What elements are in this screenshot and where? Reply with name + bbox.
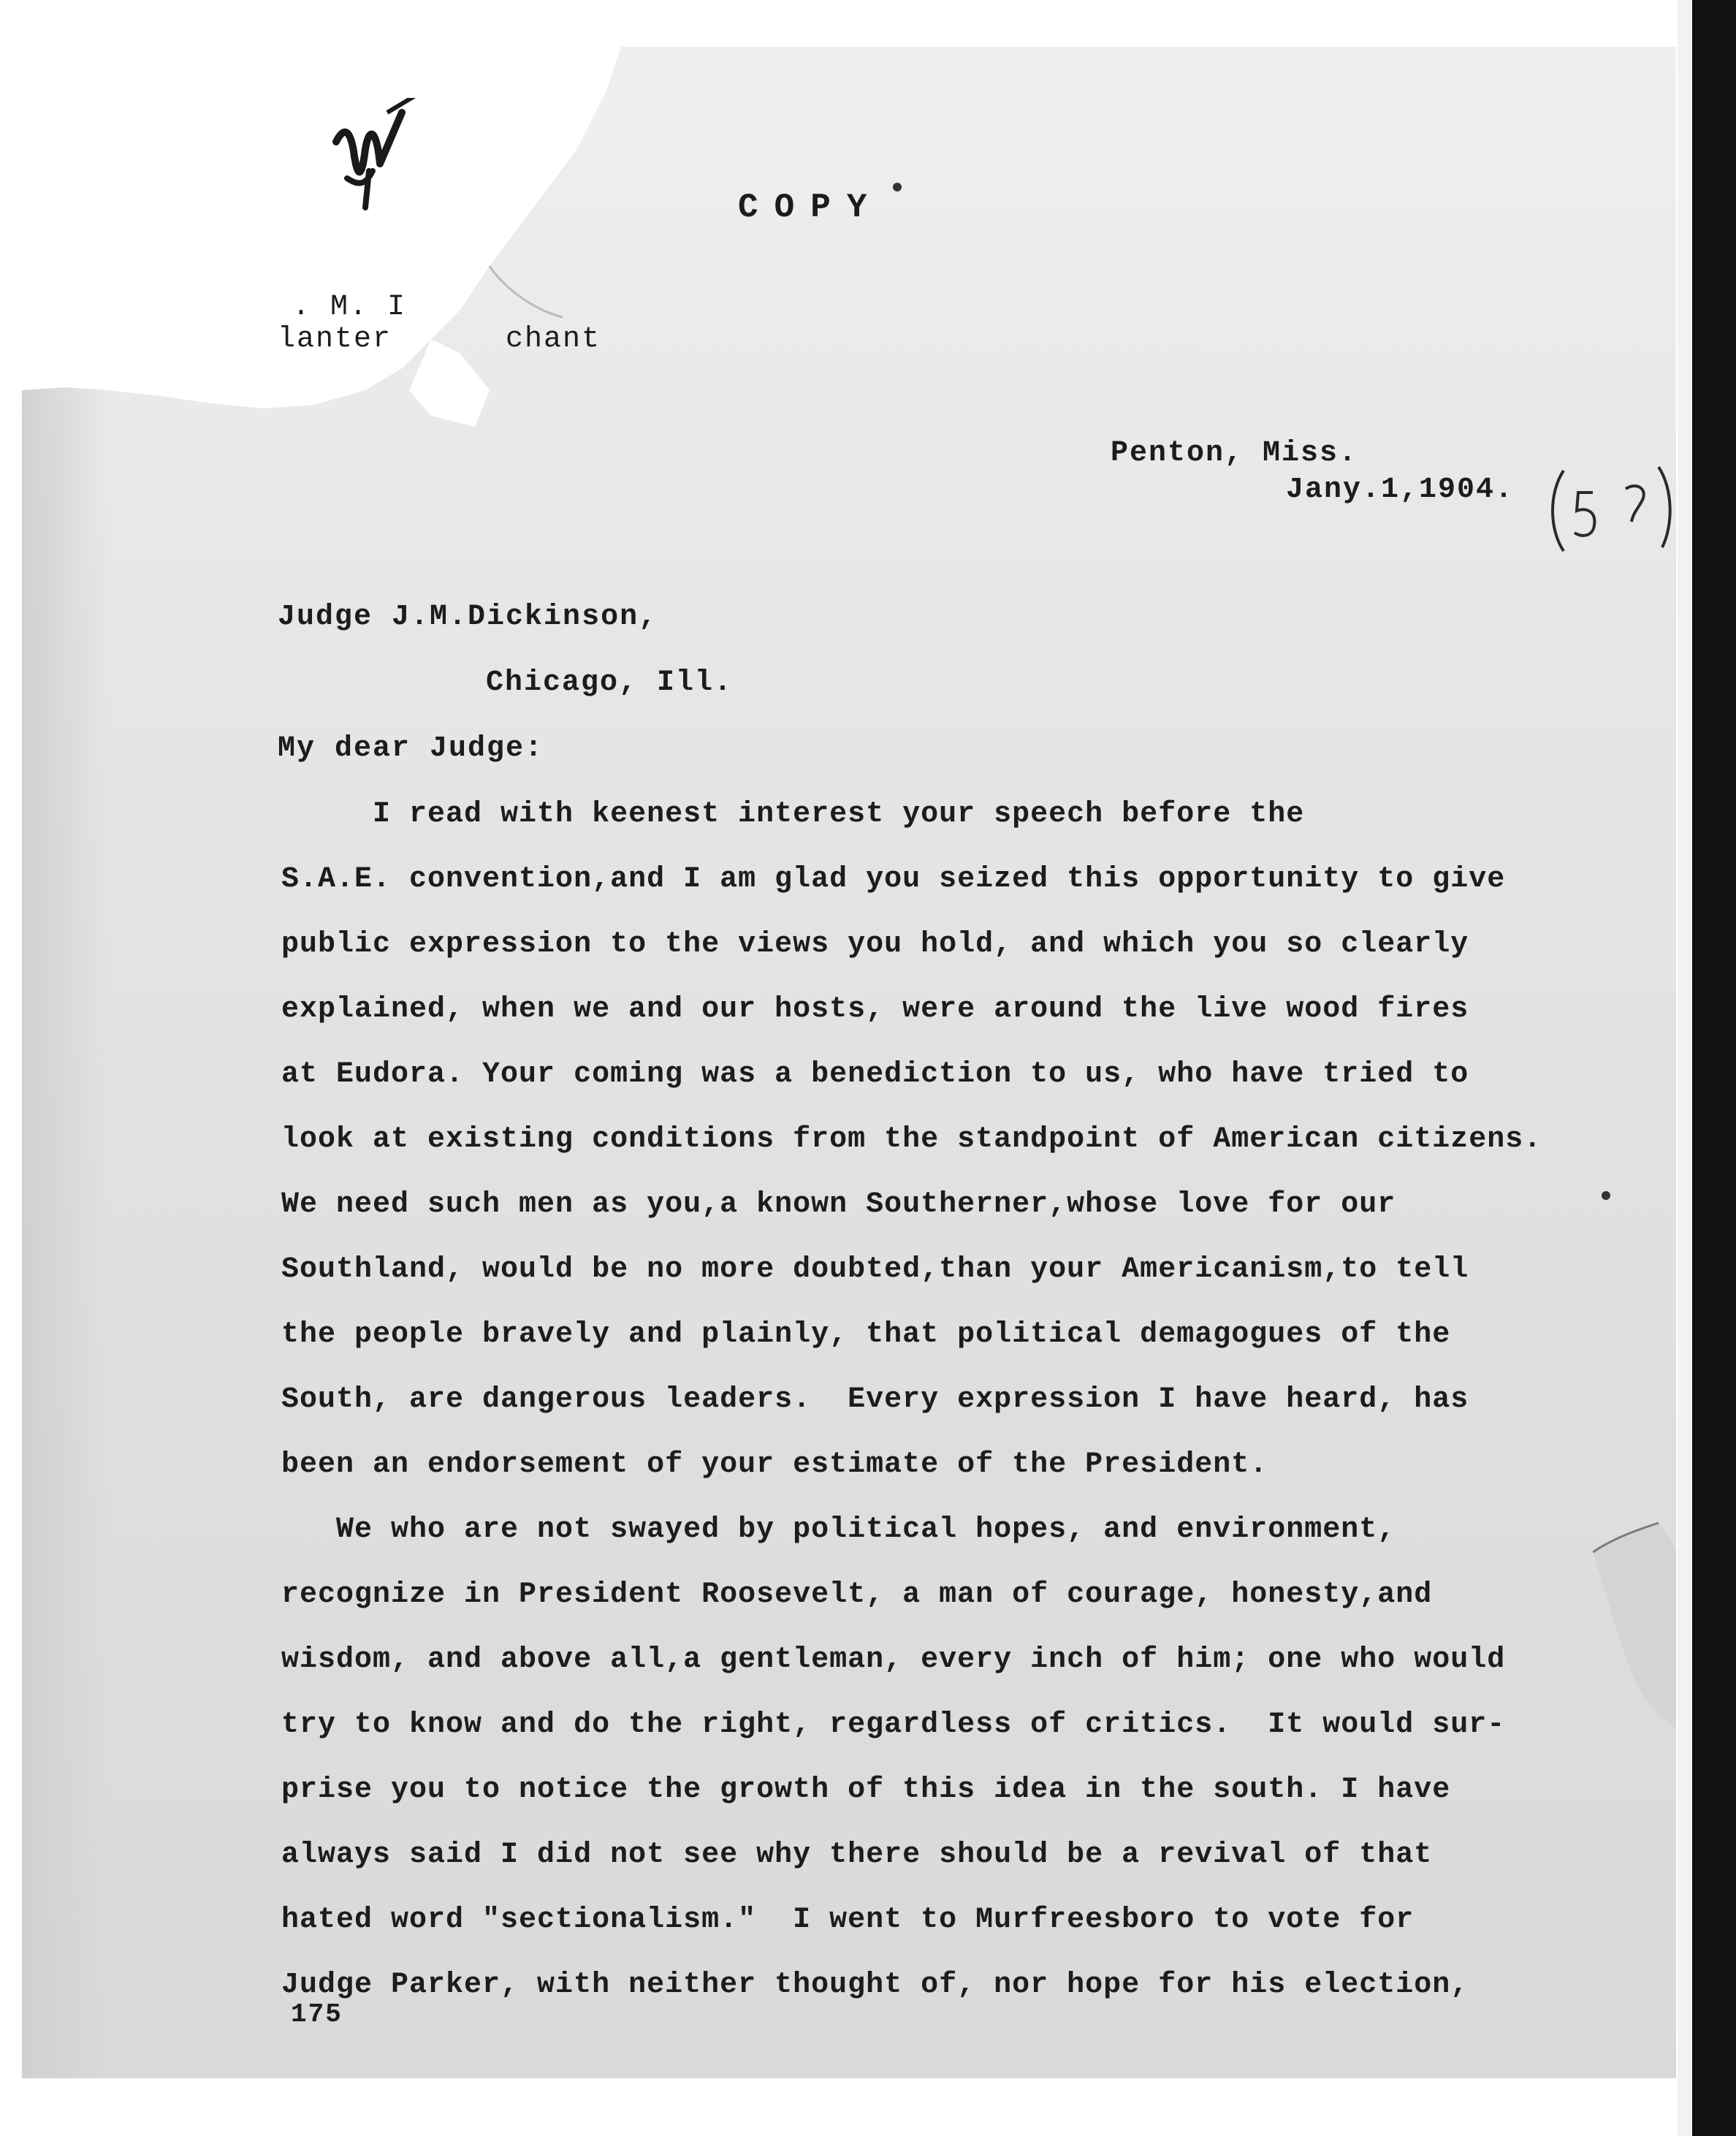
page-number: 175 (291, 1999, 343, 2029)
copy-heading: COPY (738, 189, 883, 227)
handwritten-mark-icon (321, 98, 468, 244)
letter-date: Jany.1,1904. (1286, 474, 1515, 506)
ink-speck (893, 183, 902, 191)
salutation: My dear Judge: (278, 732, 544, 765)
scan-border (1692, 0, 1736, 2136)
scan-margin (1678, 0, 1692, 2136)
body-line: S.A.E. convention,and I am glad you seized this opportunity to give (281, 863, 1506, 896)
ink-speck (1602, 1191, 1610, 1200)
body-line: at Eudora. Your coming was a benediction to us, who have tried to (281, 1058, 1469, 1091)
body-line: prise you to notice the growth of this idea in the south. I have (281, 1774, 1451, 1806)
body-line: look at existing conditions from the standpoint of American citizens. (281, 1123, 1542, 1156)
pencil-annotation (1542, 456, 1676, 566)
body-line: public expression to the views you hold, and which you so clearly (281, 928, 1469, 961)
recipient-name: Judge J.M.Dickinson, (278, 601, 658, 634)
body-line: the people bravely and plainly, that political demagogues of the (281, 1318, 1451, 1351)
body-line: We need such men as you,a known Southerner,whose love for our (281, 1188, 1396, 1221)
body-line: recognize in President Roosevelt, a man of courage, honesty,and (281, 1578, 1433, 1611)
paper-stain (1593, 1508, 1676, 1742)
letter-place: Penton, Miss. (1111, 437, 1358, 470)
body-line: hated word "sectionalism." I went to Murfreesboro to vote for (281, 1904, 1415, 1937)
body-line: always said I did not see why there should be a revival of that (281, 1839, 1433, 1871)
letterhead-name: . M. I (292, 291, 407, 324)
body-line: try to know and do the right, regardless of critics. It would sur- (281, 1709, 1506, 1741)
body-line: Southland, would be no more doubted,than your Americanism,to tell (281, 1253, 1469, 1286)
body-line: We who are not swayed by political hopes, and environment, (281, 1513, 1396, 1546)
body-line: been an endorsement of your estimate of the President. (281, 1448, 1268, 1481)
body-line: wisdom, and above all,a gentleman, every inch of him; one who would (281, 1643, 1506, 1676)
letterhead-occupation: lanter chant (278, 323, 601, 356)
body-line: South, are dangerous leaders. Every expression I have heard, has (281, 1383, 1469, 1416)
body-line: explained, when we and our hosts, were around the live wood fires (281, 993, 1469, 1026)
body-line: I read with keenest interest your speech before the (281, 798, 1305, 831)
body-line: Judge Parker, with neither thought of, nor hope for his election, (281, 1969, 1469, 2002)
recipient-city: Chicago, Ill. (486, 666, 734, 699)
